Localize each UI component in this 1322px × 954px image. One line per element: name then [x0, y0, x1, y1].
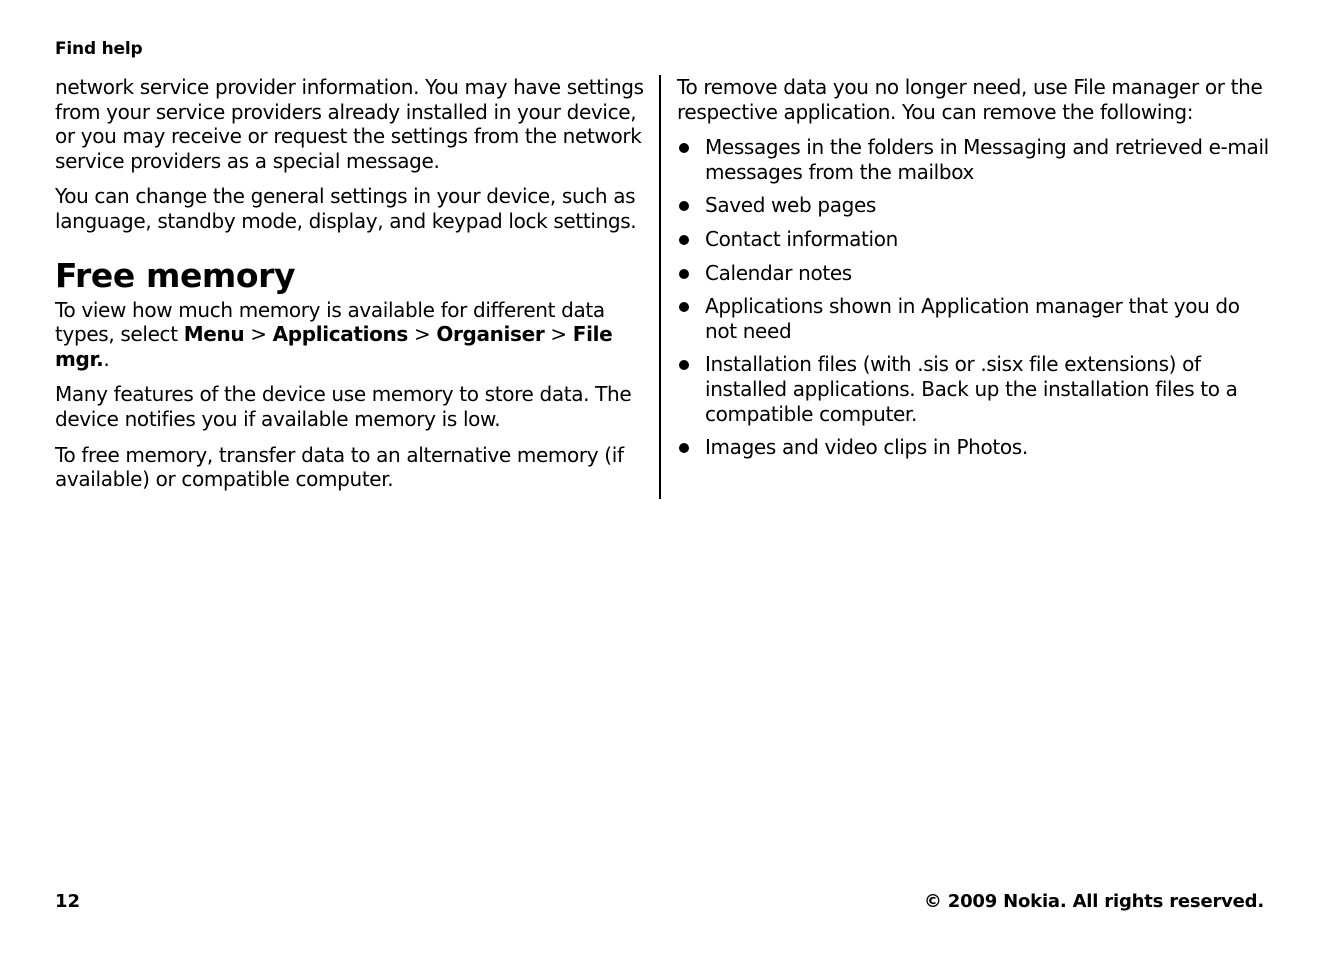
section-title: Find help — [55, 39, 143, 59]
path-separator: > — [250, 322, 267, 347]
column-divider — [659, 75, 661, 499]
menu-path-menu: Menu — [183, 322, 245, 347]
bullet-icon — [679, 201, 689, 211]
list-item-text: Applications shown in Application manager that you do not need — [705, 294, 1240, 343]
menu-path-applications: Applications — [272, 322, 408, 347]
paragraph-view-memory — [55, 298, 647, 372]
paragraph-memory-notification: Many features of the device use memory to store data. The device notifies you if available memory is low. — [55, 382, 632, 431]
view-memory-suffix: . — [103, 346, 110, 371]
left-column — [55, 75, 647, 503]
list-item-text: Messages in the folders in Messaging and retrieved e-mail messages from the mailbox — [705, 135, 1269, 184]
list-item — [677, 352, 1269, 426]
list-item-text: Images and video clips in Photos. — [705, 435, 1028, 460]
paragraph-free-memory: To free memory, transfer data to an alternative memory (if available) or compatible computer. — [55, 442, 624, 492]
bullet-icon — [679, 302, 689, 312]
right-column — [677, 75, 1269, 469]
list-item — [677, 294, 1269, 343]
list-item — [677, 227, 1269, 252]
menu-path-organiser: Organiser — [436, 322, 545, 347]
path-separator: > — [550, 322, 567, 347]
list-item-text: Installation files (with .sis or .sisx file extensions) of installed applications. Back up the installation files to a compatible computer. — [705, 352, 1238, 426]
list-item — [677, 261, 1269, 286]
paragraph-remove-data: To remove data you no longer need, use File manager or the respective application. You can remove the following: — [677, 75, 1263, 124]
copyright-notice: © 2009 Nokia. All rights reserved. — [923, 891, 1264, 912]
page-number: 12 — [55, 891, 81, 912]
menu-path-file-mgr: File mgr. — [55, 322, 613, 371]
bullet-icon — [679, 360, 689, 370]
paragraph-general-settings: You can change the general settings in your device, such as language, standby mode, display, and keypad lock settings. — [55, 184, 637, 233]
path-separator: > — [413, 322, 431, 347]
bullet-icon — [679, 269, 689, 279]
list-item — [677, 135, 1269, 184]
bullet-icon — [679, 443, 689, 453]
paragraph-network-settings: network service provider information. You may have settings from your service providers already installed in your device, or you may receive or request the settings from the network service providers as a special message. — [55, 75, 644, 173]
removable-items-list — [677, 135, 1269, 460]
bullet-icon — [679, 143, 689, 153]
bullet-icon — [679, 235, 689, 245]
view-memory-text: To view how much memory is available for different data types, select — [55, 297, 605, 347]
list-item — [677, 435, 1269, 460]
heading-free-memory: Free memory — [55, 255, 296, 295]
list-item-text: Contact information — [705, 226, 898, 251]
list-item-text: Calendar notes — [705, 260, 852, 285]
list-item — [677, 193, 1269, 218]
list-item-text: Saved web pages — [705, 193, 876, 218]
